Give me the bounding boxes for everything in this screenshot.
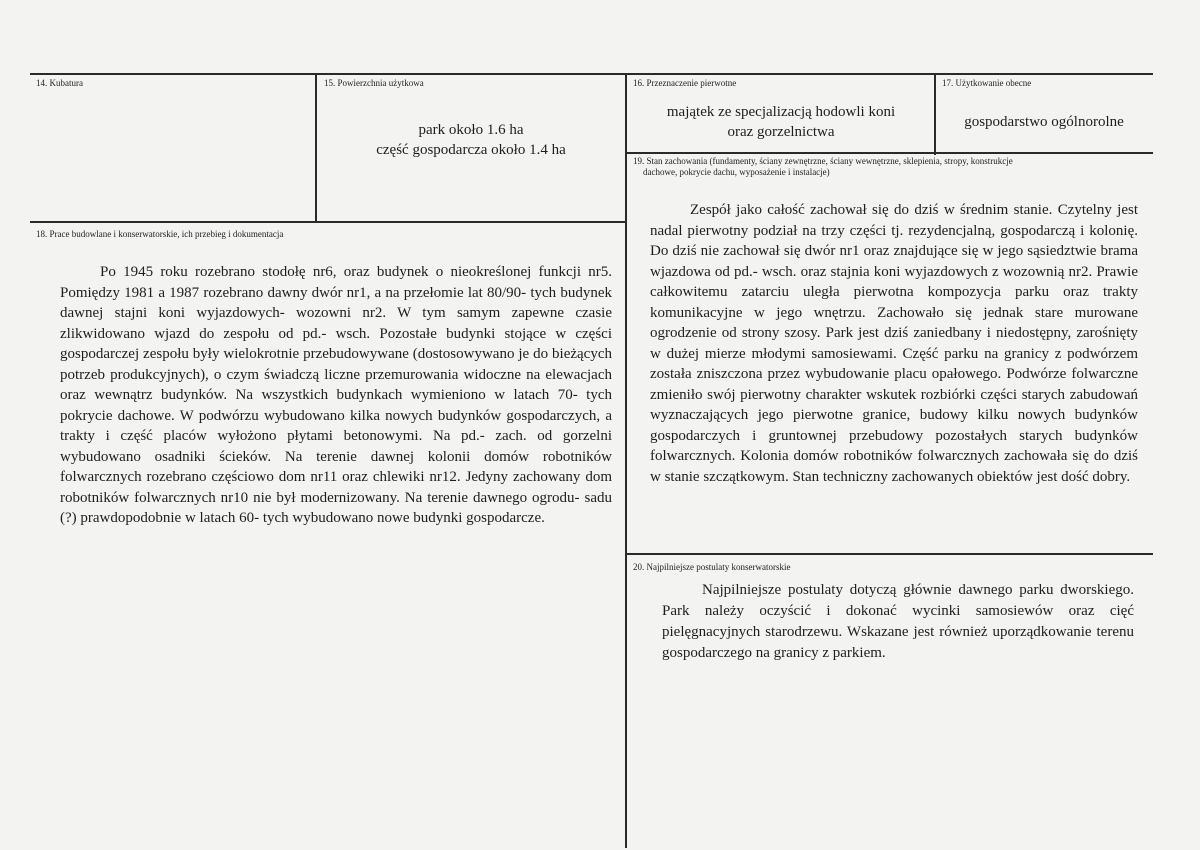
label-stan-zachowania-line1: 19. Stan zachowania (fundamenty, ściany zewnętrzne, ściany wewnętrzne, sklepienia, stropy, konstrukcje — [633, 156, 1013, 166]
label-prace-budowlane: 18. Prace budowlane i konserwatorskie, ich przebieg i dokumentacja — [36, 229, 284, 239]
paragraph-prace-budowlane: Po 1945 roku rozebrano stodołę nr6, oraz budynek o nieokreślonej funkcji nr5. Pomiędzy 1981 a 1987 rozebrano dawny dwór nr1, a na przełomie lat 80/90- tych budynek dawnej stajni koni wyjazdowych- wozowni nr2. W tym samym zapewne czasie zlikwidowano wjazd do zespołu od pd.- wsch. Pozostałe budynki stojące w części gospodarczej zespołu były wielokrotnie przebudowywane (dostosowywano je do bieżących potrzeb produkcyjnych), o czym świadczą liczne przemurowania widoczne na elewacjach oraz wewnątrz budynków. Na wszystkich budynkach wymieniono w latach 70- tych pokrycie dachowe. W podwórzu wybudowano kilka nowych budynków gospodarczych, a trakty i część placów wyłożono płytami betonowymi. Na pd.- zach. od gorzelni wybudowano osadniki ścieków. Na terenie dawnej kolonii domów robotników folwarcznych rozebrano częściowo dom nr11 oraz chlewiki nr12. Jedyny zachowany dom robotników folwarcznych nr10 nie był modernizowany. Na terenie dawnego ogrodu- sadu (?) prawdopodobnie w latach 60- tych wybudowano nowe budynki gospodarcze. — [60, 264, 612, 526]
label-postulaty-konserwatorskie: 20. Najpilniejsze postulaty konserwatorskie — [633, 562, 791, 572]
value-line-park: park około 1.6 ha — [418, 122, 524, 138]
value-uzytkowanie-obecne: gospodarstwo ogólnorolne — [964, 114, 1124, 130]
rule-under-16-17 — [625, 152, 1153, 154]
rule-under-14-15 — [30, 221, 626, 223]
label-kubatura: 14. Kubatura — [36, 78, 83, 88]
text-prace-budowlane — [60, 262, 612, 529]
label-uzytkowanie-obecne: 17. Użytkowanie obecne — [942, 78, 1032, 88]
divider-14-15 — [315, 73, 317, 223]
value-line-gorzelnictwo: oraz gorzelnictwa — [727, 124, 835, 140]
value-line-majatek: majątek ze specjalizacją hodowli koni — [666, 104, 896, 120]
paragraph-stan-zachowania: Zespół jako całość zachował się do dziś w średnim stanie. Czytelny jest nadal pierwotny podział na trzy części tj. rezydencjalną, gospodarczą i kolonię. Do dziś nie zachował się dwór nr1 oraz znajdujące się w jego sąsiedztwie brama wjazdowa od pd.- wsch. oraz stajnia koni wyjazdowych z wozownią nr2. Prawie całkowitemu zatarciu uległa pierwotna kompozycja parku oraz trakty komunikacyjne w jego wnętrzu. Zachowało się jednak stare murowane ogrodzenie od strony szosy. Park jest dziś zaniedbany i niedostępny, zarośnięty w dużej mierze młodymi samosiewami. Część parku na granicy z podwórzem została zniszczona przez wybudowanie placu opałowego. Podwórze folwarczne zmieniło swój pierwotny charakter wskutek rozbiórki części starych zabudowań wyznaczających jego pierwotne granice, budowy kilku nowych budynków gospodarczych i gruntownej przebudowy pozostałych starych budynków folwarcznych. Kolonia domów robotników folwarcznych zachowała się do dziś w stanie szczątkowym. Stan techniczny zachowanych obiektów jest dość dobry. — [650, 202, 1138, 485]
label-stan-zachowania-line2: dachowe, pokrycie dachu, wyposażenie i instalacje) — [643, 167, 830, 177]
value-powierzchnia-uzytkowa — [318, 120, 624, 160]
rule-above-20 — [625, 553, 1153, 555]
top-rule — [30, 73, 1153, 75]
value-line-czesc-gospodarcza: część gospodarcza około 1.4 ha — [376, 142, 566, 158]
label-powierzchnia-uzytkowa: 15. Powierzchnia użytkowa — [324, 78, 424, 88]
label-przeznaczenie-pierwotne: 16. Przeznaczenie pierwotne — [633, 78, 737, 88]
text-stan-zachowania — [650, 200, 1138, 487]
center-divider — [625, 73, 627, 848]
value-przeznaczenie-pierwotne — [628, 102, 934, 142]
divider-16-17 — [934, 73, 936, 155]
label-stan-zachowania — [633, 156, 1013, 178]
paragraph-postulaty-konserwatorskie: Najpilniejsze postulaty dotyczą głównie dawnego parku dworskiego. Park należy oczyścić i dokonać wycinki samosiewów oraz cięć pielęgnacyjnych starodrzewu. Wskazane jest również uporządkowanie terenu gospodarczego na granicy z parkiem. — [662, 582, 1134, 661]
text-postulaty-konserwatorskie — [662, 580, 1134, 664]
